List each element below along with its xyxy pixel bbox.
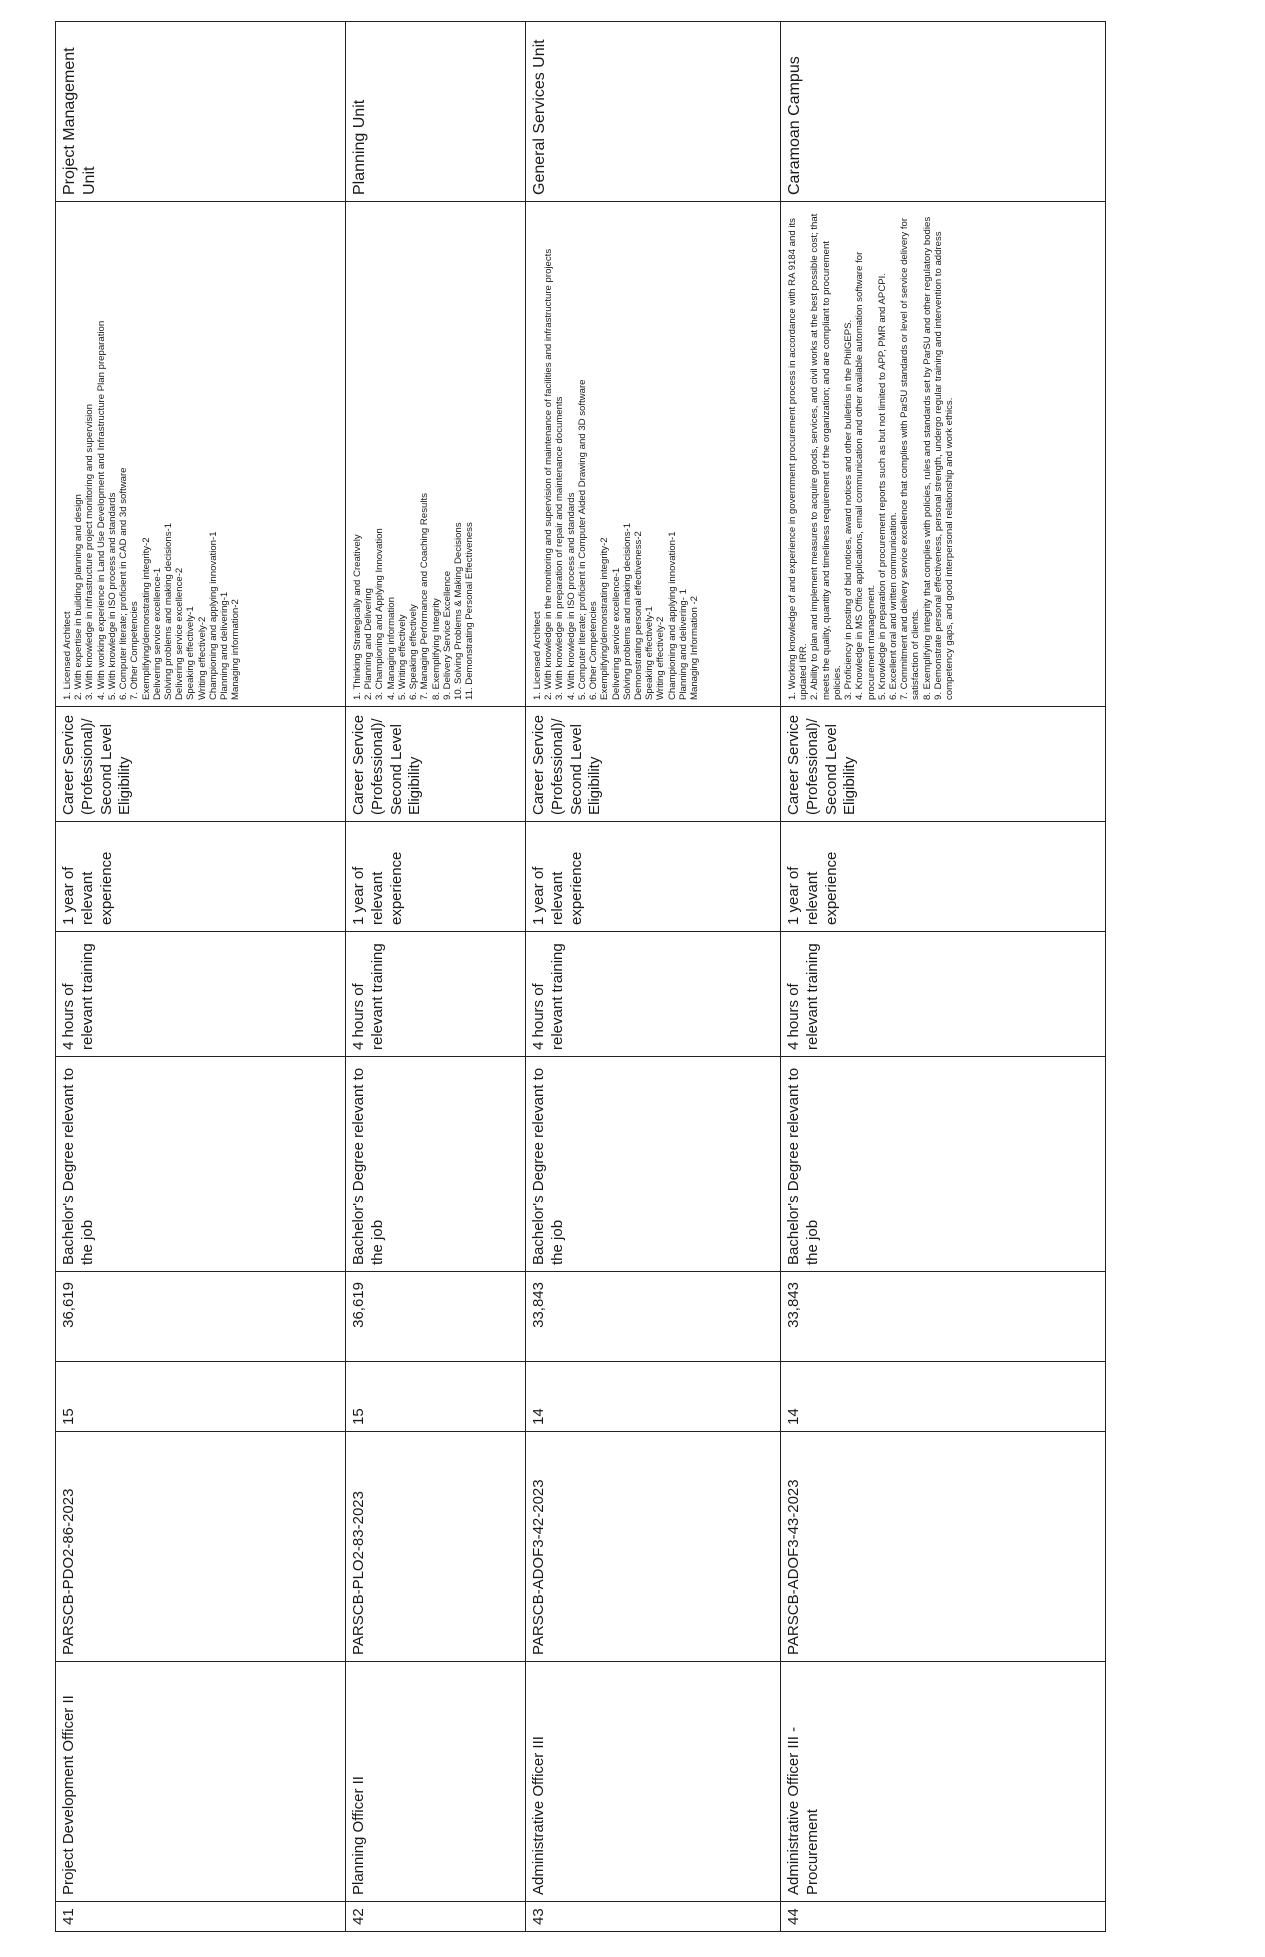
competency-item: Championing and applying innovation-1: [207, 531, 219, 700]
row-number: 41: [56, 1902, 346, 1932]
table-row: [346, 22, 526, 1932]
competency-item: Managing Information -2: [689, 596, 701, 700]
competency-item: 5. With knowledge in ISO process and standards: [106, 492, 118, 700]
place-of-assignment: Project Management Unit: [56, 22, 346, 202]
competencies: [781, 202, 1106, 707]
salary-grade: 14: [781, 1362, 1106, 1432]
competency-item: 2. With expertise in building planning and design: [73, 494, 85, 700]
training-requirement: 4 hours of relevant training: [56, 932, 346, 1057]
monthly-salary: 36,619: [56, 1272, 346, 1362]
competency-item: Delivering service excellence-1: [610, 567, 622, 700]
item-number: PARSCB-PDO2-86-2023: [56, 1432, 346, 1662]
competency-item: 4. With knowledge in ISO process and standards: [565, 492, 577, 700]
competency-item: 4. With working experience in Land Use Development and Infrastructure Plan preparation: [95, 320, 107, 700]
rotated-table-wrapper: [55, 22, 1105, 1932]
competency-item: Delivering service excellence-1: [151, 567, 163, 700]
competency-item: 1. Working knowledge of and experience in government procurement process in accordance with RA 9184 and its updated IRR.: [787, 218, 810, 700]
competency-item: 2. With knowledge in the monitoring and supervision of maintenance of facilities and infrastructure projects: [543, 248, 555, 700]
training-requirement: 4 hours of relevant training: [781, 932, 1106, 1057]
education-requirement: Bachelor's Degree relevant to the job: [56, 1057, 346, 1272]
education-requirement: Bachelor's Degree relevant to the job: [781, 1057, 1106, 1272]
competency-item: Managing information-2: [230, 599, 242, 700]
competency-item: Planning and delivering- 1: [677, 589, 689, 700]
competency-item: 1. Licensed Architect: [532, 611, 543, 700]
competencies: [526, 202, 781, 707]
competency-item: 3. Championing and Applying Innovation: [374, 528, 386, 700]
eligibility-requirement: Career Service (Professional)/ Second Level Eligibility: [56, 707, 346, 822]
competency-item: 1. Thinking Strategically and Creatively: [352, 534, 363, 700]
competency-item: Planning and delivering-1: [219, 591, 231, 700]
position-title: Project Development Officer II: [56, 1662, 346, 1902]
competency-item: Solving problems and making decisions-1: [162, 522, 174, 700]
training-requirement: 4 hours of relevant training: [346, 932, 526, 1057]
row-number: 43: [526, 1902, 781, 1932]
competency-item: 3. With knowledge in infrastructure project monitoring and supervision: [84, 404, 96, 700]
competency-item: 6. Speaking effectively: [408, 604, 420, 700]
competency-item: Writing effectively-2: [196, 616, 208, 700]
competency-item: Championing and applying innovation-1: [666, 531, 678, 700]
competency-item: 9. Demonstrate personal effectiveness, personal strength, undergo regular training and intervention to address competency gaps, and good interpersonal relationship and work ethics.: [932, 231, 956, 700]
competency-item: 3. Proficiency in posting of bid notices, award notices and other bulletins in the PhilGEPS.: [843, 319, 855, 700]
competency-item: Solving problems and making decisions-1: [621, 522, 633, 700]
competency-item: 9. Delivery Service Excellence: [441, 570, 453, 700]
competency-item: Writing effectively-2: [655, 616, 667, 700]
place-of-assignment: Caramoan Campus: [781, 22, 1106, 202]
eligibility-requirement: Career Service (Professional)/ Second Level Eligibility: [781, 707, 1106, 822]
competency-item: 3. With knowledge in preparation of repair and maintenance documents: [554, 396, 566, 700]
competency-item: 5. Knowledge in preparation of procurement reports such as but not limited to APP, PMR and APCPI.: [876, 273, 888, 700]
competency-item: Demonstrating personal effectiveness-2: [632, 531, 644, 700]
competency-item: Delivering service excellence-2: [174, 567, 186, 700]
competency-item: 4. Knowledge in MS Office applications, email communication and other available automation software for procurement management.: [854, 251, 877, 700]
competency-item: 8. Exemplifying Integrity: [430, 598, 442, 700]
competency-item: 7. Managing Performance and Coaching Results: [419, 493, 431, 700]
competencies: [56, 202, 346, 707]
experience-requirement: 1 year of relevant experience: [56, 822, 346, 932]
competency-item: 4. Managing information: [385, 597, 397, 700]
competency-item: Exemplifying/demonstrating integrity-2: [599, 537, 611, 700]
position-title: Planning Officer II: [346, 1662, 526, 1902]
competencies: [346, 202, 526, 707]
competency-item: 5. Writing effectively: [396, 614, 408, 700]
experience-requirement: 1 year of relevant experience: [781, 822, 1106, 932]
competency-item: Exemplifying/demonstrating integrity-2: [140, 537, 152, 700]
salary-grade: 15: [56, 1362, 346, 1432]
competency-item: 2. Planning and Delivering: [363, 587, 375, 700]
experience-requirement: 1 year of relevant experience: [346, 822, 526, 932]
education-requirement: Bachelor's Degree relevant to the job: [346, 1057, 526, 1272]
competency-item: Speaking effectively-1: [644, 606, 656, 700]
education-requirement: Bachelor's Degree relevant to the job: [526, 1057, 781, 1272]
table-row: [526, 22, 781, 1932]
item-number: PARSCB-ADOF3-43-2023: [781, 1432, 1106, 1662]
competency-item: 6. Excellent oral and written communication.: [887, 512, 899, 700]
competency-item: 7. Other Competencies: [129, 601, 141, 700]
salary-grade: 14: [526, 1362, 781, 1432]
monthly-salary: 33,843: [526, 1272, 781, 1362]
position-title: Administrative Officer III: [526, 1662, 781, 1902]
monthly-salary: 36,619: [346, 1272, 526, 1362]
training-requirement: 4 hours of relevant training: [526, 932, 781, 1057]
salary-grade: 15: [346, 1362, 526, 1432]
eligibility-requirement: Career Service (Professional)/ Second Level Eligibility: [526, 707, 781, 822]
competency-item: 2. Ability to plan and implement measures to acquire goods, services, and civil works at the best possible cost; that meets the quality, quantity and timeliness requirement of the organization; and are compliant to procurement policies.: [809, 213, 843, 700]
table-row: [56, 22, 346, 1932]
competency-item: 7. Commitment and delivery service excellence that complies with ParSU standards or level of service delivery for satisfaction of clients.: [899, 217, 922, 700]
position-title: Administrative Officer III - Procurement: [781, 1662, 1106, 1902]
competency-item: 6. Other Competencies: [588, 601, 600, 700]
competency-item: 1. Licensed Architect: [62, 611, 73, 700]
competency-item: 5. Computer literate; proficient in Computer Aided Drawing and 3D software: [576, 379, 588, 700]
monthly-salary: 33,843: [781, 1272, 1106, 1362]
competency-item: Speaking effectively-1: [185, 606, 197, 700]
experience-requirement: 1 year of relevant experience: [526, 822, 781, 932]
item-number: PARSCB-ADOF3-42-2023: [526, 1432, 781, 1662]
table-row: [781, 22, 1106, 1932]
competency-item: 10. Solving Problems & Making Decisions: [452, 522, 464, 700]
row-number: 42: [346, 1902, 526, 1932]
competency-item: 6. Computer literate; proficient in CAD and 3d software: [118, 467, 130, 700]
vacancy-table: [55, 21, 1106, 1932]
item-number: PARSCB-PLO2-83-2023: [346, 1432, 526, 1662]
place-of-assignment: General Services Unit: [526, 22, 781, 202]
row-number: 44: [781, 1902, 1106, 1932]
competency-item: 11. Demonstrating Personal Effectiveness: [464, 522, 476, 700]
competency-item: 8. Exemplifying integrity that complies with policies, rules and standards set by ParSU and other regulatory bodies: [921, 216, 933, 700]
eligibility-requirement: Career Service (Professional)/ Second Level Eligibility: [346, 707, 526, 822]
place-of-assignment: Planning Unit: [346, 22, 526, 202]
